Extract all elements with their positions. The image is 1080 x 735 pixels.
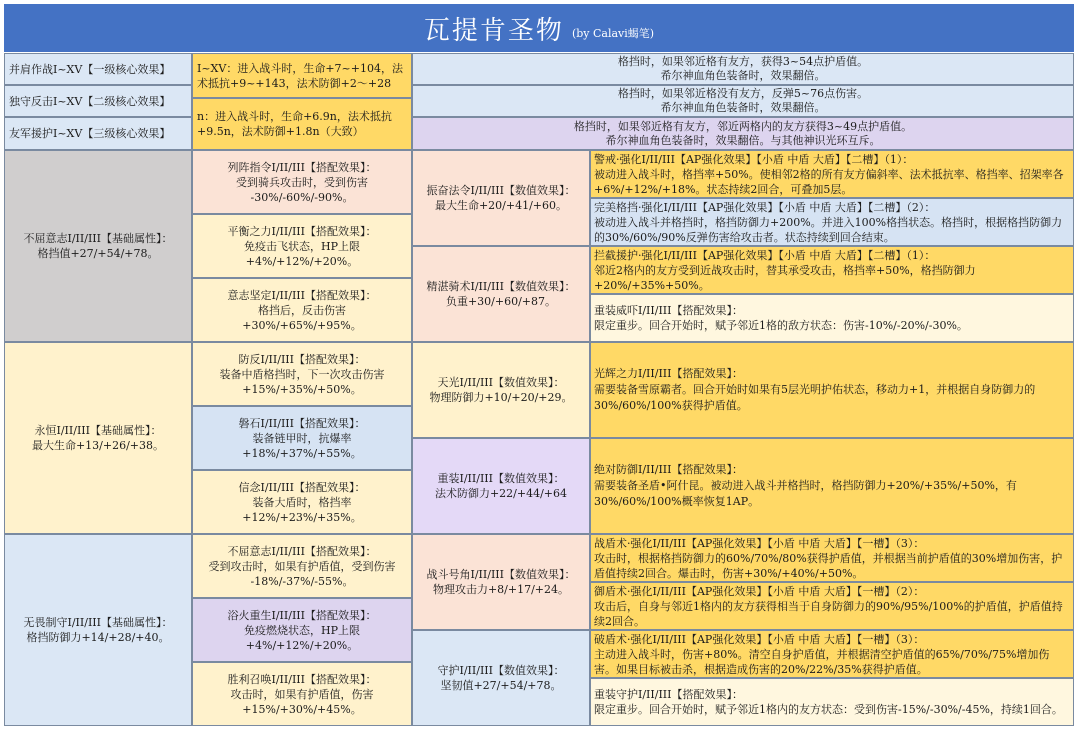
section2-combo-1: 防反I/II/III【搭配效果】： 装备中盾格挡时，下一次攻击伤害 +15%/+35%/+50%。 xyxy=(192,342,412,406)
section2-value-2: 重装I/II/III【数值效果】： 法术防御力+22/+44/+64 xyxy=(412,438,590,534)
page-title: 瓦提肯圣物 xyxy=(423,15,564,46)
core-effect-3-label: 友军援护I~XV【三级核心效果】 xyxy=(4,117,192,150)
core-effect-1-desc: 格挡时，如果邻近格有友方，获得3~54点护盾值。 希尔神血角色装备时，效果翻倍。 xyxy=(412,53,1074,85)
section1-base-attr: 不屈意志I/II/III【基础属性】： 格挡值+27/+54/+78。 xyxy=(4,150,192,342)
core-effect-2-label: 独守反击I~XV【二级核心效果】 xyxy=(4,85,192,117)
section1-combo-4: 重装威吓I/II/III【搭配效果】： 限定重步。回合开始时，赋予邻近1格的敌方状态：伤害-10%/-20%/-30%。 xyxy=(590,294,1074,342)
section3-combo-3: 胜利召唤I/II/III【搭配效果】： 攻击时，如果有护盾值，伤害 +15%/+30%/+45%。 xyxy=(192,662,412,726)
section3-value-1: 战斗号角I/II/III【数值效果】： 物理攻击力+8/+17/+24。 xyxy=(412,534,590,630)
section3-combo-4: 重装守护I/II/III【搭配效果】： 限定重步。回合开始时，赋予邻近1格内的友方状态：受到伤害-15%/-30%/-45%，持续1回合。 xyxy=(590,678,1074,726)
section3-ap-2: 御盾术·强化I/II/III【AP强化效果】【小盾 中盾 大盾】【一槽】（2）： 攻击后，自身与邻近1格内的友方获得相当于自身防御力的90%/95%/100%的护盾值，护盾值持续2回合。 xyxy=(590,582,1074,630)
section3-value-2: 守护I/II/III【数值效果】： 坚韧值+27/+54/+78。 xyxy=(412,630,590,726)
section3-base-attr: 无畏制守I/II/III【基础属性】： 格挡防御力+14/+28/+40。 xyxy=(4,534,192,726)
section1-ap-1: 警戒·强化I/II/III【AP强化效果】【小盾 中盾 大盾】【二槽】（1）： 被动进入战斗时，格挡率+50%。使相邻2格的所有友方偏斜率、法术抵抗率、格挡率、招架率各+6%/+12%/+18%。状态持续2回合，可叠加5层。 xyxy=(590,150,1074,198)
section2-combo-5: 绝对防御I/II/III【搭配效果】： 需要装备圣盾•阿什昆。被动进入战斗并格挡时，格挡防御力+20%/+35%/+50%，有30%/60%/100%概率恢复1AP。 xyxy=(590,438,1074,534)
section1-ap-2: 完美格挡·强化I/II/III【AP强化效果】【小盾 中盾 大盾】【二槽】（2）： 被动进入战斗并格挡时，格挡防御力+200%。并进入100%格挡状态。格挡时，根据格挡防御力的30%/60%/90%反弹伤害给攻击者。状态持续到回合结束。 xyxy=(590,198,1074,246)
section2-value-1: 天光I/II/III【数值效果】： 物理防御力+10/+20/+29。 xyxy=(412,342,590,438)
section3-ap-3: 破盾术·强化I/II/III【AP强化效果】【小盾 中盾 大盾】【一槽】（3）： 主动进入战斗时，伤害+80%。清空自身护盾值，并根据清空护盾值的65%/70%/75%增加伤害。如果目标被击杀，根据造成伤害的20%/22%/35%获得护盾值。 xyxy=(590,630,1074,678)
stat-formula-cell: n：进入战斗时，生命+6.9n，法术抵抗+9.5n，法术防御+1.8n（大致） xyxy=(192,98,412,150)
core-effect-3-desc: 格挡时，如果邻近格有友方，邻近两格内的友方获得3~49点护盾值。 希尔神血角色装备时，效果翻倍。与其他神识光环互斥。 xyxy=(412,117,1074,150)
section1-combo-3: 意志坚定I/II/III【搭配效果】： 格挡后，反击伤害 +30%/+65%/+95%。 xyxy=(192,278,412,342)
section1-ap-3: 拦截援护·强化I/II/III【AP强化效果】【小盾 中盾 大盾】【二槽】（1）： 邻近2格内的友方受到近战攻击时，替其承受攻击，格挡率+50%，格挡防御力+20%/+35%+50%。 xyxy=(590,246,1074,294)
section2-combo-2: 磐石I/II/III【搭配效果】： 装备链甲时，抗爆率+18%/+37%/+55%。 xyxy=(192,406,412,470)
stat-range-cell: I~XV：进入战斗时，生命+7~+104，法术抵抗+9~+143，法术防御+2～+28 xyxy=(192,53,412,98)
section3-combo-1: 不屈意志I/II/III【搭配效果】： 受到攻击时，如果有护盾值，受到伤害 -18%/-37%/-55%。 xyxy=(192,534,412,598)
title-bar xyxy=(4,4,1074,52)
section3-combo-2: 浴火重生I/II/III【搭配效果】： 免疫燃烧状态，HP上限 +4%/+12%/+20%。 xyxy=(192,598,412,662)
core-effect-2-desc: 格挡时，如果邻近格没有友方，反弹5~76点伤害。 希尔神血角色装备时，效果翻倍。 xyxy=(412,85,1074,117)
section2-base-attr: 永恒I/II/III【基础属性】： 最大生命+13/+26/+38。 xyxy=(4,342,192,534)
section1-value-1: 振奋法令I/II/III【数值效果】： 最大生命+20/+41/+60。 xyxy=(412,150,590,246)
section2-combo-4: 光辉之力I/II/III【搭配效果】： 需要装备雪原霸者。回合开始时如果有5层光明护佑状态，移动力+1，并根据自身防御力的30%/60%/100%获得护盾值。 xyxy=(590,342,1074,438)
core-effect-1-label: 并肩作战I~XV【一级核心效果】 xyxy=(4,53,192,85)
section2-combo-3: 信念I/II/III【搭配效果】： 装备大盾时，格挡率+12%/+23%/+35%。 xyxy=(192,470,412,534)
section1-combo-1: 列阵指令I/II/III【搭配效果】： 受到骑兵攻击时，受到伤害 -30%/-60%/-90%。 xyxy=(192,150,412,214)
section1-combo-2: 平衡之力I/II/III【搭配效果】： 免疫击飞状态，HP上限 +4%/+12%/+20%。 xyxy=(192,214,412,278)
section1-value-2: 精湛骑术I/II/III【数值效果】： 负重+30/+60/+87。 xyxy=(412,246,590,342)
page-subtitle: (by Calavi蝎笔) xyxy=(571,27,655,40)
section3-ap-1: 战盾术·强化I/II/III【AP强化效果】【小盾 中盾 大盾】【一槽】（3）： 攻击时，根据格挡防御力的60%/70%/80%获得护盾值，并根据当前护盾值的30%增加伤害，护盾值持续2回合。爆击时，伤害+30%/+40%/+50%。 xyxy=(590,534,1074,582)
